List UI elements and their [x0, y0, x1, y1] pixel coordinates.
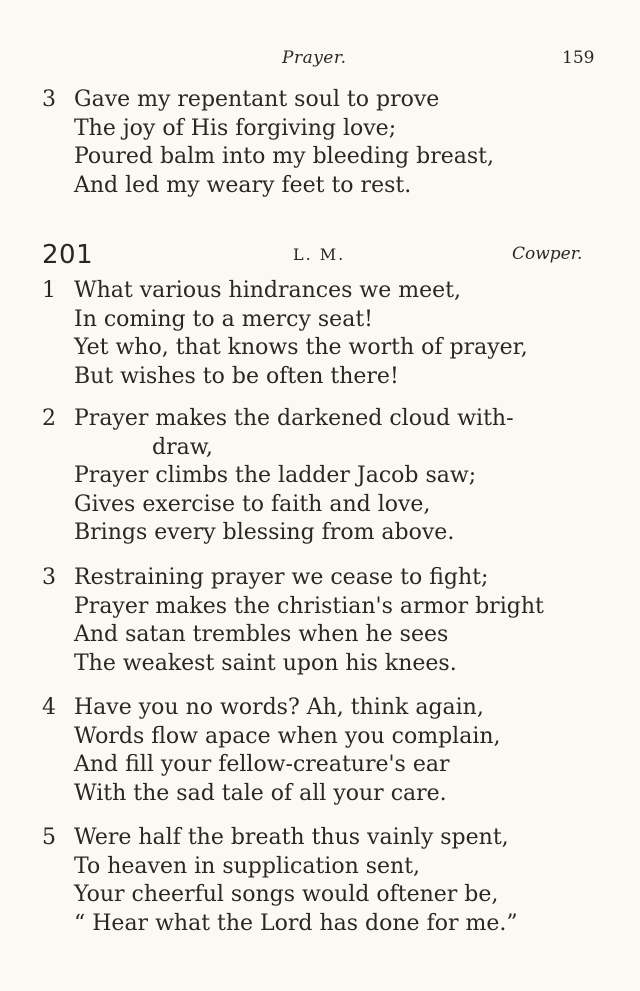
verse-line: [0, 115, 640, 144]
verse-line: [0, 723, 640, 752]
verse-line: [0, 621, 640, 650]
verse-text: Were half the breath thus vainly spent,: [74, 825, 509, 850]
stanza-number: 5: [42, 825, 56, 850]
verse-text: But wishes to be often there!: [74, 363, 399, 389]
verse-text: “ Hear what the Lord has done for me.”: [74, 910, 518, 936]
verse-line: [0, 306, 640, 335]
verse-text: Gives exercise to faith and love,: [74, 491, 431, 517]
verse-text-continuation: draw,: [152, 434, 213, 460]
stanza-number: 3: [42, 565, 56, 590]
stanza-number: 1: [42, 278, 56, 303]
verse-line: [0, 334, 640, 363]
verse-line: [0, 143, 640, 172]
verse-text: Poured balm into my bleeding breast,: [74, 144, 494, 170]
verse-line: [0, 780, 640, 809]
verse-line: [0, 751, 640, 780]
stanza-number: 3: [42, 87, 56, 112]
stanza-number: 2: [42, 406, 56, 431]
verse-text: The joy of His forgiving love;: [74, 115, 397, 141]
verse-line: [0, 910, 640, 939]
verse-text: And satan trembles when he sees: [74, 622, 449, 648]
verse-line: [0, 853, 640, 882]
stanza-5: [0, 824, 640, 938]
stanza-3: [0, 564, 640, 678]
verse-line: [0, 519, 640, 548]
verse-line: [0, 86, 640, 115]
verse-text: Words flow apace when you complain,: [74, 723, 501, 749]
verse-line: [0, 363, 640, 392]
verse-text: The weakest saint upon his knees.: [74, 650, 457, 676]
verse-text: Gave my repentant soul to prove: [74, 87, 440, 112]
verse-line: [0, 564, 640, 593]
verse-line: [0, 405, 640, 434]
verse-text: In coming to a mercy seat!: [74, 306, 373, 332]
verse-text: Have you no words? Ah, think again,: [74, 695, 484, 720]
verse-text: What various hindrances we meet,: [74, 278, 461, 303]
verse-text: Yet who, that knows the worth of prayer,: [74, 335, 528, 361]
verse-text: And fill your fellow-creature's ear: [74, 752, 450, 778]
hymn-meter: L. M.: [293, 245, 346, 264]
verse-text: Brings every blessing from above.: [74, 520, 455, 546]
verse-line: [0, 462, 640, 491]
verse-text: With the sad tale of all your care.: [74, 780, 447, 806]
verse-line: [0, 881, 640, 910]
verse-line: [0, 824, 640, 853]
carryover-stanza: [0, 86, 640, 200]
verse-line: [0, 593, 640, 622]
page-number: 159: [562, 48, 595, 68]
verse-line: [0, 172, 640, 201]
verse-text: To heaven in supplication sent,: [74, 853, 421, 879]
hymn-header: [0, 240, 640, 272]
stanza-4: [0, 694, 640, 808]
hymn-number: 201: [42, 240, 94, 270]
stanza-2: [0, 405, 640, 548]
verse-line: [0, 434, 640, 463]
verse-line: [0, 277, 640, 306]
verse-text: Prayer climbs the ladder Jacob saw;: [74, 463, 477, 489]
stanza-1: [0, 277, 640, 391]
hymn-author: Cowper.: [512, 244, 583, 264]
verse-line: [0, 650, 640, 679]
running-title: Prayer.: [282, 48, 347, 68]
verse-text: Prayer makes the christian's armor bright: [74, 593, 544, 619]
verse-line: [0, 491, 640, 520]
verse-line: [0, 694, 640, 723]
page-header: [0, 48, 640, 72]
verse-text: And led my weary feet to rest.: [74, 172, 412, 198]
verse-text: Restraining prayer we cease to fight;: [74, 565, 489, 590]
verse-text: Your cheerful songs would oftener be,: [74, 882, 499, 908]
verse-text: Prayer makes the darkened cloud with-: [74, 406, 514, 431]
stanza-number: 4: [42, 695, 56, 720]
